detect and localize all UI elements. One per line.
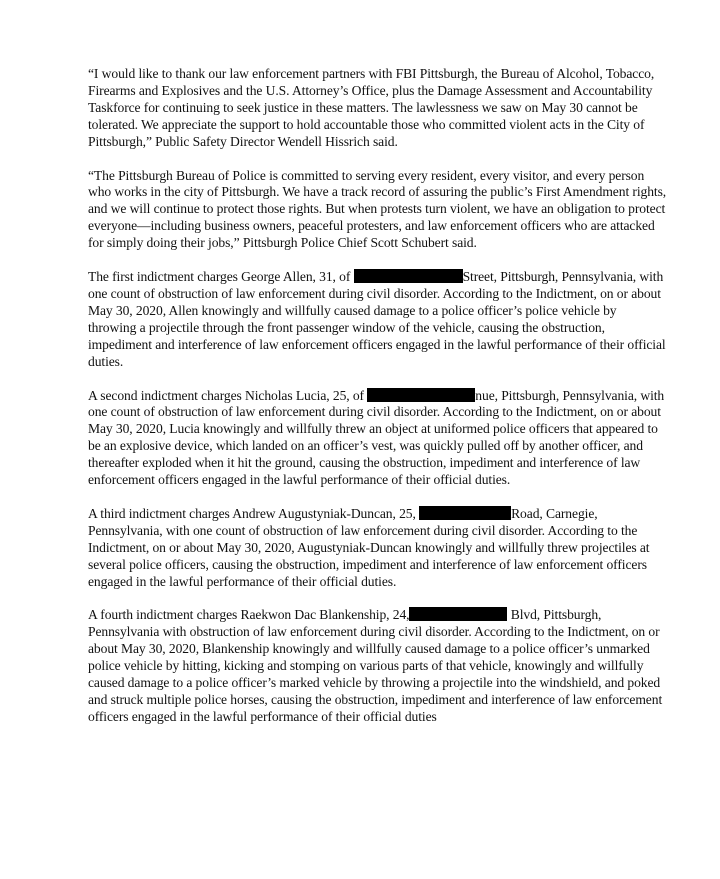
paragraph-gap	[88, 252, 668, 269]
second-indictment-text-start: A second indictment charges Nicholas Lucia, 25, of	[88, 387, 368, 403]
paragraph-gap	[88, 151, 668, 168]
paragraph-second-indictment	[88, 388, 668, 489]
paragraph-third-indictment	[88, 506, 668, 591]
second-indictment-text-rest: nue, Pittsburgh, Pennsylvania, with one count of obstruction of law enforcement during civil disorder. According to the Indictment, on or about May 30, 2020, Lucia knowingly and willfully threw an object at uniformed police officers that appeared to be an explosive device, which landed on an officer’s vest, was quickly pulled off by another officer, and thereafter exploded when it hit the ground, causing the obstruction, impediment and interference of law enforcement officers engaged in the lawful performance of their official duties.	[88, 387, 665, 488]
redaction-bar	[354, 269, 463, 283]
fourth-indictment-text-start: A fourth indictment charges Raekwon Dac Blankenship, 24,	[88, 607, 410, 623]
first-indictment-text-rest: Street, Pittsburgh, Pennsylvania, with one count of obstruction of law enforcement during civil disorder. According to the Indictment, on or about May 30, 2020, Allen knowingly and willfully caused damage to a police officer’s police vehicle by throwing a projectile through the front passenger window of the vehicle, causing the obstruction, impediment and interference of law enforcement officers engaged in the lawful performance of their official duties.	[88, 269, 666, 369]
paragraph-schubert-quote: “The Pittsburgh Bureau of Police is committed to serving every resident, every visitor, and every person who works in the city of Pittsburgh. We have a track record of assuring the public’s First Amendment rights, and we will continue to protect those rights. But when protests turn violent, we have an obligation to protect everyone—including business owners, peaceful protesters, and law enforcement officers who are attacked for simply doing their jobs,” Pittsburgh Police Chief Scott Schubert said.	[88, 167, 667, 251]
first-indictment-text-start: The first indictment charges George Allen, 31, of	[88, 269, 354, 285]
redaction-bar	[367, 388, 475, 402]
fourth-indictment-text-rest: Blvd, Pittsburgh, Pennsylvania with obstruction of law enforcement during civil disorder. According to the Indictment, on or about May 30, 2020, Blankenship knowingly and willfully caused damage to a police officer’s unmarked police vehicle by hitting, kicking and stomping on various parts of that vehicle, knowingly and willfully caused damage to a police officer’s marked vehicle by throwing a projectile into the windshield, and poked and struck multiple police horses, causing the obstruction, impediment and interference of law enforcement officers engaged in the lawful performance of their official duties	[88, 607, 663, 724]
paragraph-gap	[88, 371, 668, 388]
paragraph-hissrich-quote: “I would like to thank our law enforcement partners with FBI Pittsburgh, the Bureau of Alcohol, Tobacco, Firearms and Explosives and the U.S. Attorney’s Office, plus the Damage Assessment and Accountability Taskforce for continuing to seek justice in these matters. The lawlessness we saw on May 30 cannot be tolerated. We appreciate the support to hold accountable those who committed violent acts in the City of Pittsburgh,” Public Safety Director Wendell Hissrich said.	[88, 66, 655, 149]
paragraph-fourth-indictment	[88, 607, 668, 725]
redaction-bar	[419, 506, 511, 520]
document-body	[88, 66, 668, 726]
third-indictment-text-start: A third indictment charges Andrew Augustyniak-Duncan, 25,	[88, 505, 420, 521]
redaction-bar	[409, 607, 507, 621]
paragraph-gap	[88, 590, 668, 607]
paragraph-gap	[88, 489, 668, 506]
third-indictment-text-rest: Road, Carnegie, Pennsylvania, with one count of obstruction of law enforcement during civil disorder. According to the Indictment, on or about May 30, 2020, Augustyniak-Duncan knowingly and willfully threw projectiles at several police officers, causing the obstruction, impediment and interference of law enforcement officers engaged in the lawful performance of their official duties.	[88, 505, 650, 589]
paragraph-first-indictment	[88, 269, 668, 370]
